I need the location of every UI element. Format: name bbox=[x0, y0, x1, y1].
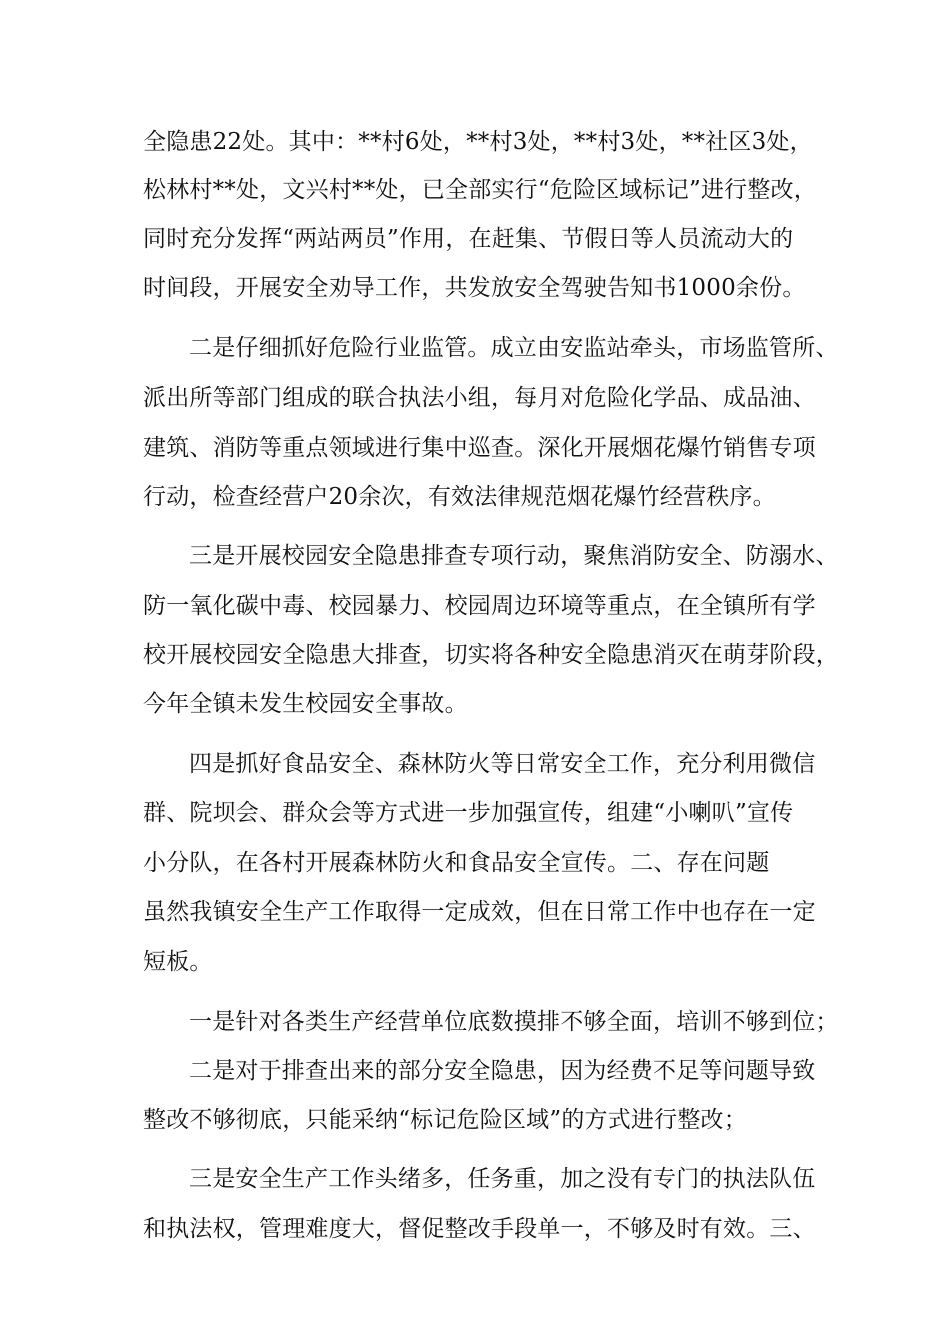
text-line: 整改不够彻底，只能采纳“标记危险区域”的方式进行整改； bbox=[143, 1107, 747, 1133]
text-line: 派出所等部门组成的联合执法小组，每月对危险化学品、成品油、 bbox=[143, 385, 816, 411]
paragraph-first-line: 三是安全生产工作头绪多，任务重，加之没有专门的执法队伍 bbox=[189, 1166, 816, 1192]
text-line: 群、院坝会、群众会等方式进一步加强宣传，组建“小喇叭”宣传 bbox=[143, 800, 794, 826]
text-line: 建筑、消防等重点领域进行集中巡查。深化开展烟花爆竹销售专项 bbox=[143, 435, 816, 461]
paragraph-first-line: 一是针对各类生产经营单位底数摸排不够全面，培训不够到位； bbox=[189, 1009, 839, 1035]
text-line: 小分队，在各村开展森林防火和食品安全宣传。二、存在问题 bbox=[143, 850, 770, 876]
text-line: 同时充分发挥“两站两员”作用，在赶集、节假日等人员流动大的 bbox=[143, 226, 794, 252]
paragraph-first-line: 四是抓好食品安全、森林防火等日常安全工作，充分利用微信 bbox=[189, 751, 816, 777]
text-line: 全隐患22处。其中：**村6处，**村3处，**村3处，**社区3处， bbox=[143, 129, 813, 155]
text-line: 今年全镇未发生校园安全事故。 bbox=[143, 691, 468, 717]
text-line: 虽然我镇安全生产工作取得一定成效，但在日常工作中也存在一定 bbox=[143, 899, 816, 925]
paragraph-first-line: 二是对于排查出来的部分安全隐患，因为经费不足等问题导致 bbox=[189, 1058, 816, 1084]
text-line: 时间段，开展安全劝导工作，共发放安全驾驶告知书1000余份。 bbox=[143, 275, 806, 301]
text-line: 行动，检查经营户20余次，有效法律规范烟花爆竹经营秩序。 bbox=[143, 484, 776, 510]
text-line: 和执法权，管理难度大，督促整改手段单一，不够及时有效。三、 bbox=[143, 1216, 816, 1242]
paragraph-first-line: 二是仔细抓好危险行业监管。成立由安监站牵头，市场监管所、 bbox=[189, 335, 839, 361]
text-line: 松林村**处，文兴村**处，已全部实行“危险区域标记”进行整改， bbox=[143, 177, 817, 203]
text-line: 防一氧化碳中毒、校园暴力、校园周边环境等重点，在全镇所有学 bbox=[143, 593, 816, 619]
text-line: 校开展校园安全隐患大排查，切实将各种安全隐患消灭在萌芽阶段， bbox=[143, 642, 839, 668]
text-line: 短板。 bbox=[143, 949, 213, 975]
paragraph-first-line: 三是开展校园安全隐患排查专项行动，聚焦消防安全、防溺水、 bbox=[189, 543, 839, 569]
